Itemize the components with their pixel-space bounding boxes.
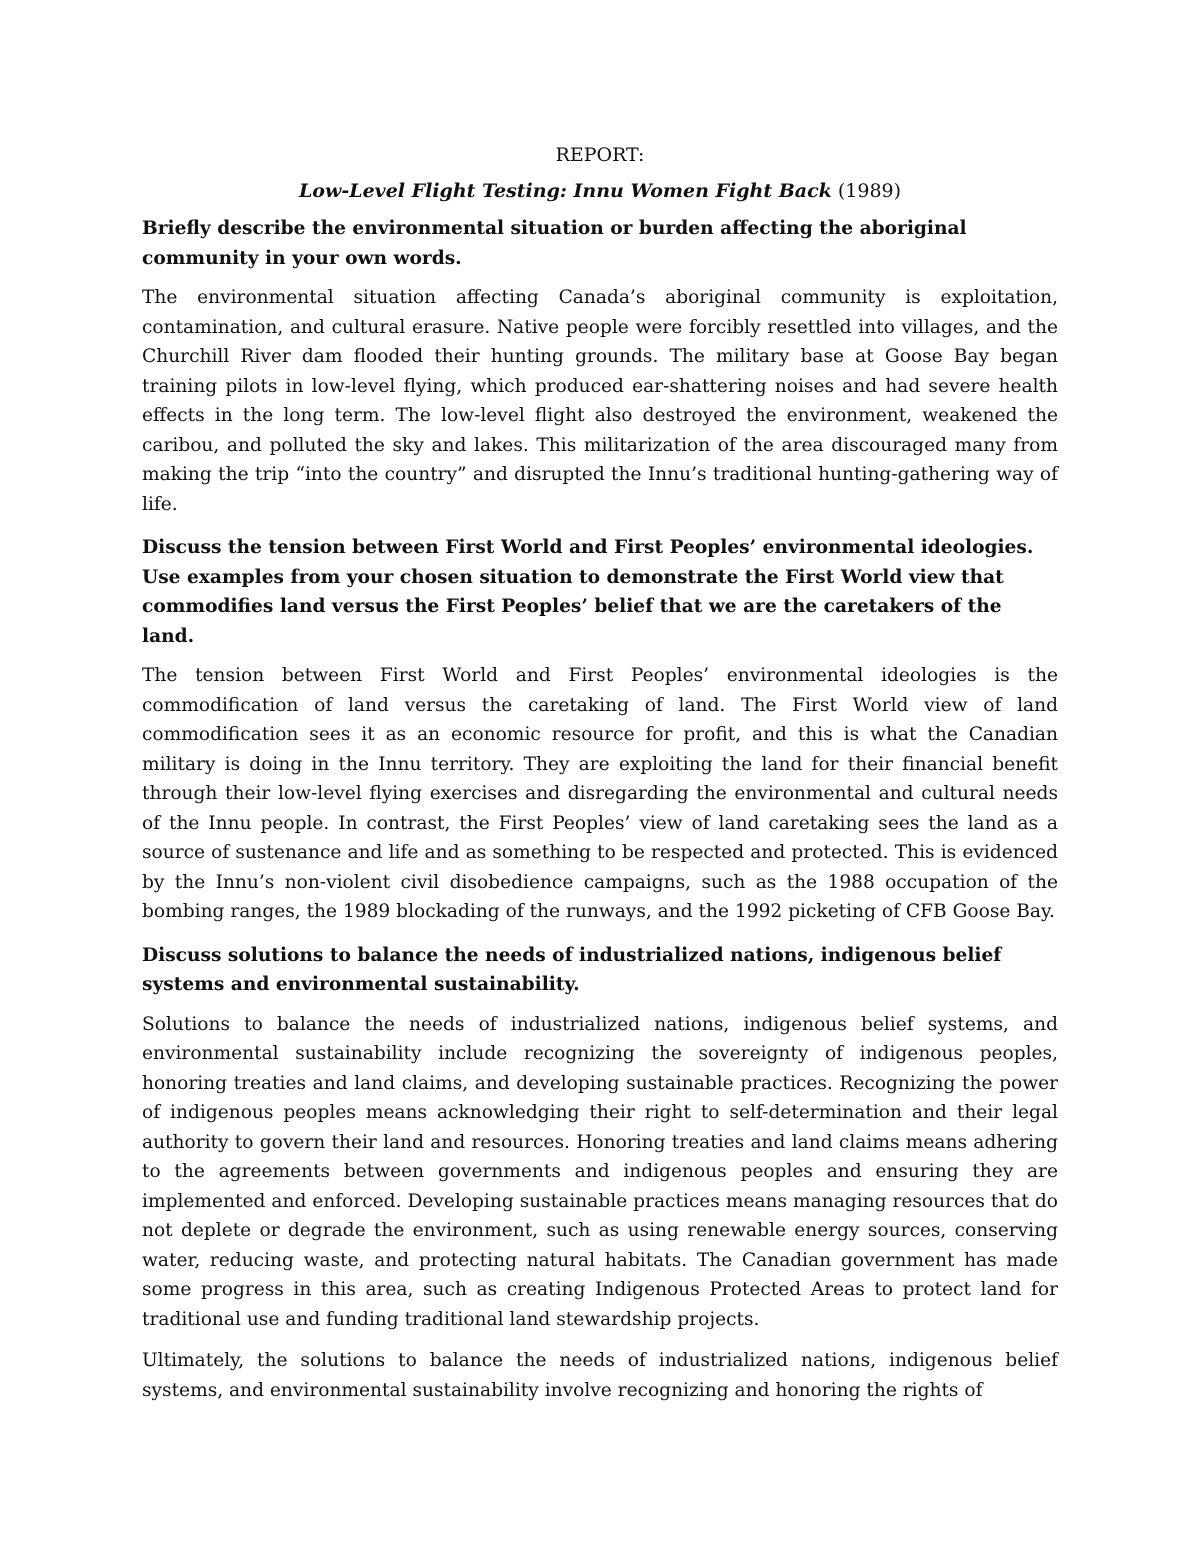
question-2: Discuss the tension between First World and First Peoples’ environmental ideologies. Use examples from your chosen situation to demonstrate the First World view that commodifies land versus the First Peoples’ belief that we are the caretakers of the land. [142,537,1034,647]
question-3: Discuss solutions to balance the needs of industrialized nations, indigenous belief systems and environmental sustainability. [142,944,1002,995]
closing-paragraph: Ultimately, the solutions to balance the needs of industrialized nations, indigenous belief systems, and environmental sustainability involve recognizing and honoring the rights of [142,1350,1058,1401]
question-1: Briefly describe the environmental situation or burden affecting the aboriginal community in your own words. [142,218,967,269]
film-year: (1989) [837,180,902,202]
answer-1: The environmental situation affecting Canada’s aboriginal community is exploitation, contamination, and cultural erasure. Native people were forcibly resettled into villages, and the Churchill River dam flooded their hunting grounds. The military base at Goose Bay began training pilots in low-level flying, which produced ear-shattering noises and had severe health effects in the long term. The low-level flight also destroyed the environment, weakened the caribou, and polluted the sky and lakes. This militarization of the area discouraged many from making the trip “into the country” and disrupted the Innu’s traditional hunting-gathering way of life. [142,287,1058,515]
film-title: Low-Level Flight Testing: Innu Women Fight Back [298,180,832,202]
answer-3: Solutions to balance the needs of industrialized nations, indigenous belief systems, and environmental sustainability include recognizing the sovereignty of indigenous peoples, honoring treaties and land claims, and developing sustainable practices. Recognizing the power of indigenous peoples means acknowledging their right to self-determination and their legal authority to govern their land and resources. Honoring treaties and land claims means adhering to the agreements between governments and indigenous peoples and ensuring they are implemented and enforced. Developing sustainable practices means managing resources that do not deplete or degrade the environment, such as using renewable energy sources, conserving water, reducing waste, and protecting natural habitats. The Canadian government has made some progress in this area, such as creating Indigenous Protected Areas to protect land for traditional use and funding traditional land stewardship projects. [142,1013,1058,1330]
report-heading: REPORT: [555,144,645,166]
answer-2: The tension between First World and First Peoples’ environmental ideologies is the commodification of land versus the caretaking of land. The First World view of land commodification sees it as an economic resource for profit, and this is what the Canadian military is doing in the Innu territory. They are exploiting the land for their financial benefit through their low-level flying exercises and disregarding the environmental and cultural needs of the Innu people. In contrast, the First Peoples’ view of land caretaking sees the land as a source of sustenance and life and as something to be respected and protected. This is evidenced by the Innu’s non-violent civil disobedience campaigns, such as the 1988 occupation of the bombing ranges, the 1989 blockading of the runways, and the 1992 picketing of CFB Goose Bay. [142,665,1058,922]
report-subtitle [142,176,1058,206]
document-page [142,140,1058,1419]
